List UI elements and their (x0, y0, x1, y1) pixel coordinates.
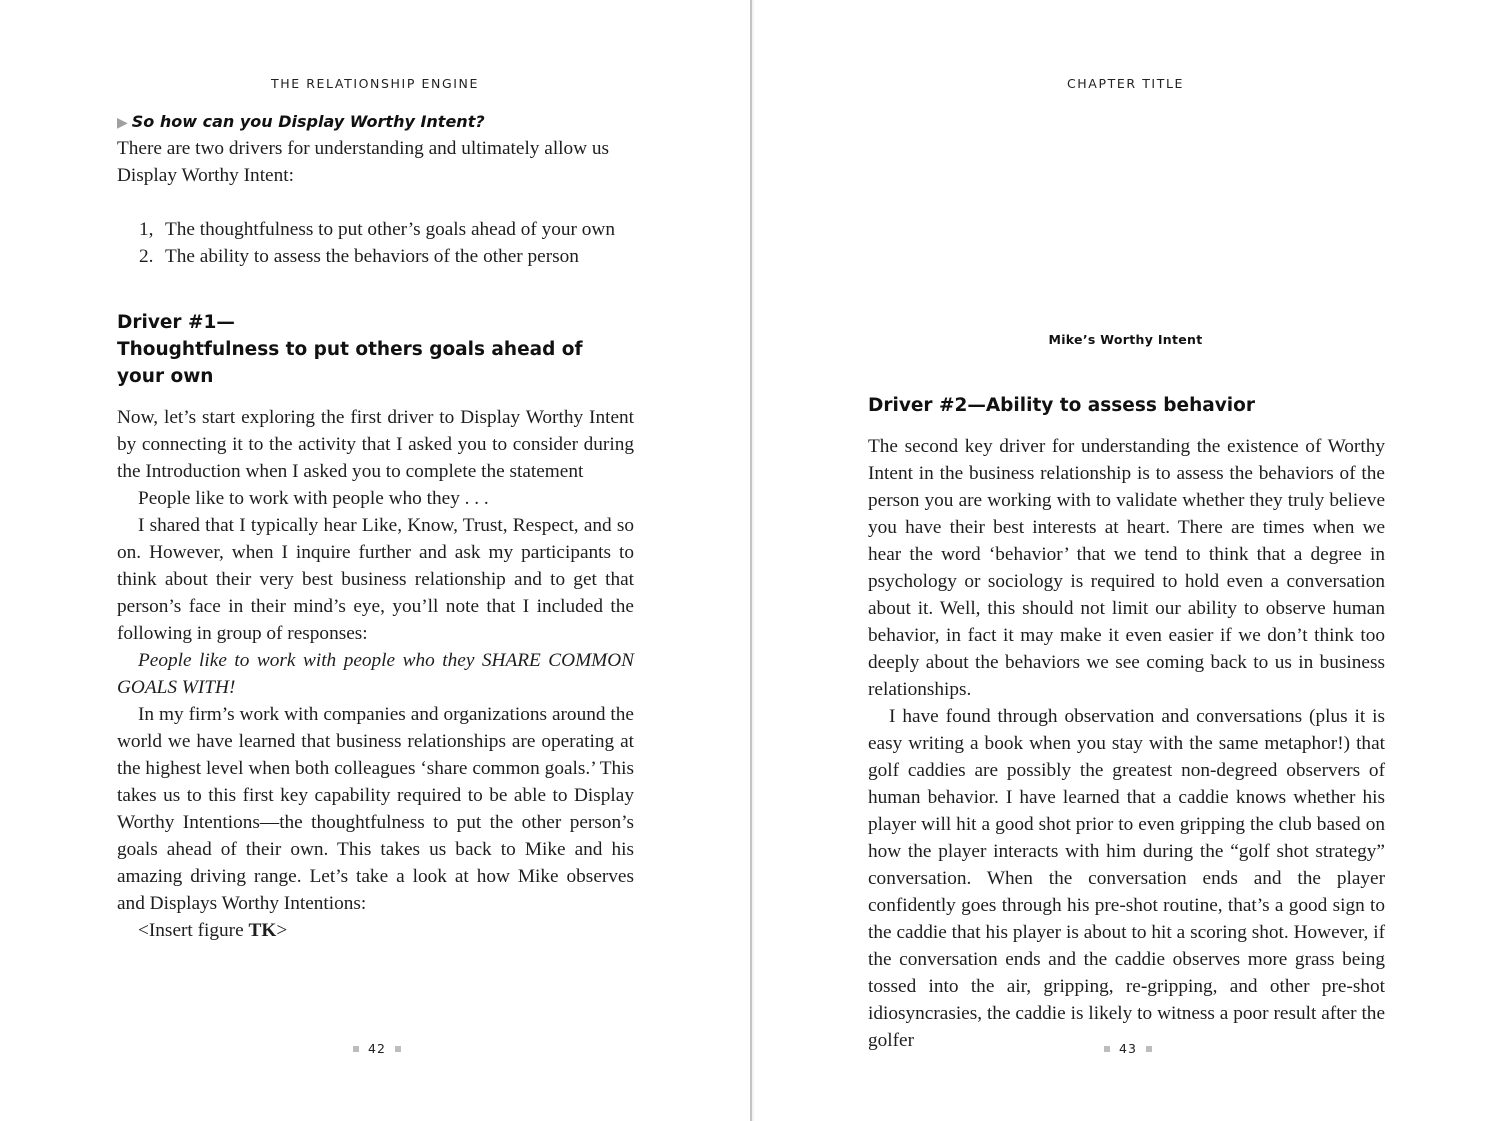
body-paragraph: In my firm’s work with companies and organizations around the world we have learned that business relationships are operating at the highest level when both colleagues ‘share common goals.’ This takes us to this first key capability required to be able to Display Worthy Intentions—the thoughtfulness to put the other person’s goals ahead of their own. This takes us back to Mike and his amazing driving range. Let’s take a look at how Mike observes and Displays Worthy Intentions: (117, 704, 634, 914)
list-number: 2. (139, 246, 154, 267)
body-paragraph: I shared that I typically hear Like, Know, Trust, Respect, and so on. However, when I inquire further and ask my participants to think about their very best business relationship and to get that person’s face in their mind’s eye, you’ll note that I included the following in group of responses: (117, 515, 634, 644)
heading-line: Driver #1— (117, 312, 235, 333)
figure-caption: Mike’s Worthy Intent (1048, 332, 1203, 347)
folio-square-icon (1146, 1046, 1152, 1052)
right-page (751, 0, 1500, 1121)
body-paragraph-italic (117, 647, 634, 701)
list-text: The ability to assess the behaviors of the other person (165, 246, 579, 267)
heading-line: Thoughtfulness to put others goals ahead of your own (117, 339, 583, 387)
folio-square-icon (395, 1046, 401, 1052)
section-heading-driver-2: Driver #2—Ability to assess behavior (868, 395, 1255, 416)
page-number (1104, 1041, 1152, 1056)
body-paragraph: People like to work with people who they . . . (138, 488, 489, 509)
lead-question-text: So how can you Display Worthy Intent? (131, 112, 485, 131)
body-text (868, 433, 1385, 1054)
emphasis-text: People like to work with people who they SHARE COMMON GOALS WITH! (117, 650, 634, 698)
triangle-marker-icon: ▶ (117, 115, 128, 131)
body-paragraph: Now, let’s start exploring the first driver to Display Worthy Intent by connecting it to the activity that I asked you to consider during the Introduction when I asked you to complete the statement (117, 407, 634, 482)
numbered-list (117, 216, 634, 270)
right-text-block (868, 392, 1385, 1054)
lead-question (117, 110, 634, 135)
list-item (139, 243, 634, 270)
left-text-block (117, 110, 634, 944)
page-number (353, 1041, 401, 1056)
running-head: CHAPTER TITLE (1066, 76, 1185, 91)
intro-paragraph: There are two drivers for understanding and ultimately allow us Display Worthy Intent: (117, 138, 610, 186)
folio-square-icon (353, 1046, 359, 1052)
list-number: 1, (139, 219, 154, 240)
running-head: THE RELATIONSHIP ENGINE (270, 76, 480, 91)
page-number-text: 42 (368, 1041, 386, 1056)
placeholder-suffix: > (276, 920, 288, 941)
placeholder-tk: TK (248, 920, 277, 941)
section-heading-driver-1 (117, 309, 634, 390)
placeholder-prefix: <Insert figure (138, 920, 249, 941)
body-paragraph: The second key driver for understanding the existence of Worthy Intent in the business relationship is to assess the behaviors of the person you are working with to validate whether they truly believe you have their best interests at heart. There are times when we hear the word ‘behavior’ that we tend to think that a degree in psychology or sociology is required to hold even a conversation about it. Well, this should not limit our ability to observe human behavior, in fact it may make it even easier if we don’t think too deeply about the behaviors we see coming back to us in business relationships. (868, 436, 1385, 700)
folio-square-icon (1104, 1046, 1110, 1052)
list-item (139, 216, 634, 243)
figure-placeholder (117, 917, 634, 944)
list-text: The thoughtfulness to put other’s goals ahead of your own (165, 219, 615, 240)
body-text (117, 404, 634, 944)
page-number-text: 43 (1119, 1041, 1137, 1056)
body-paragraph: I have found through observation and conversations (plus it is easy writing a book when you stay with the same metaphor!) that golf caddies are possibly the greatest non-degreed observers of human behavior. I have learned that a caddie knows whether his player will hit a good shot prior to even gripping the club based on how the player interacts with him during the “golf shot strategy” conversation. When the conversation ends and the player confidently goes through his pre-shot routine, that’s a good sign to the caddie that his player is about to hit a scoring shot. However, if the conversation ends and the caddie observes more grass being tossed into the air, gripping, re-gripping, and other pre-shot idiosyncrasies, the caddie is likely to witness a poor result after the golfer (868, 706, 1385, 1051)
